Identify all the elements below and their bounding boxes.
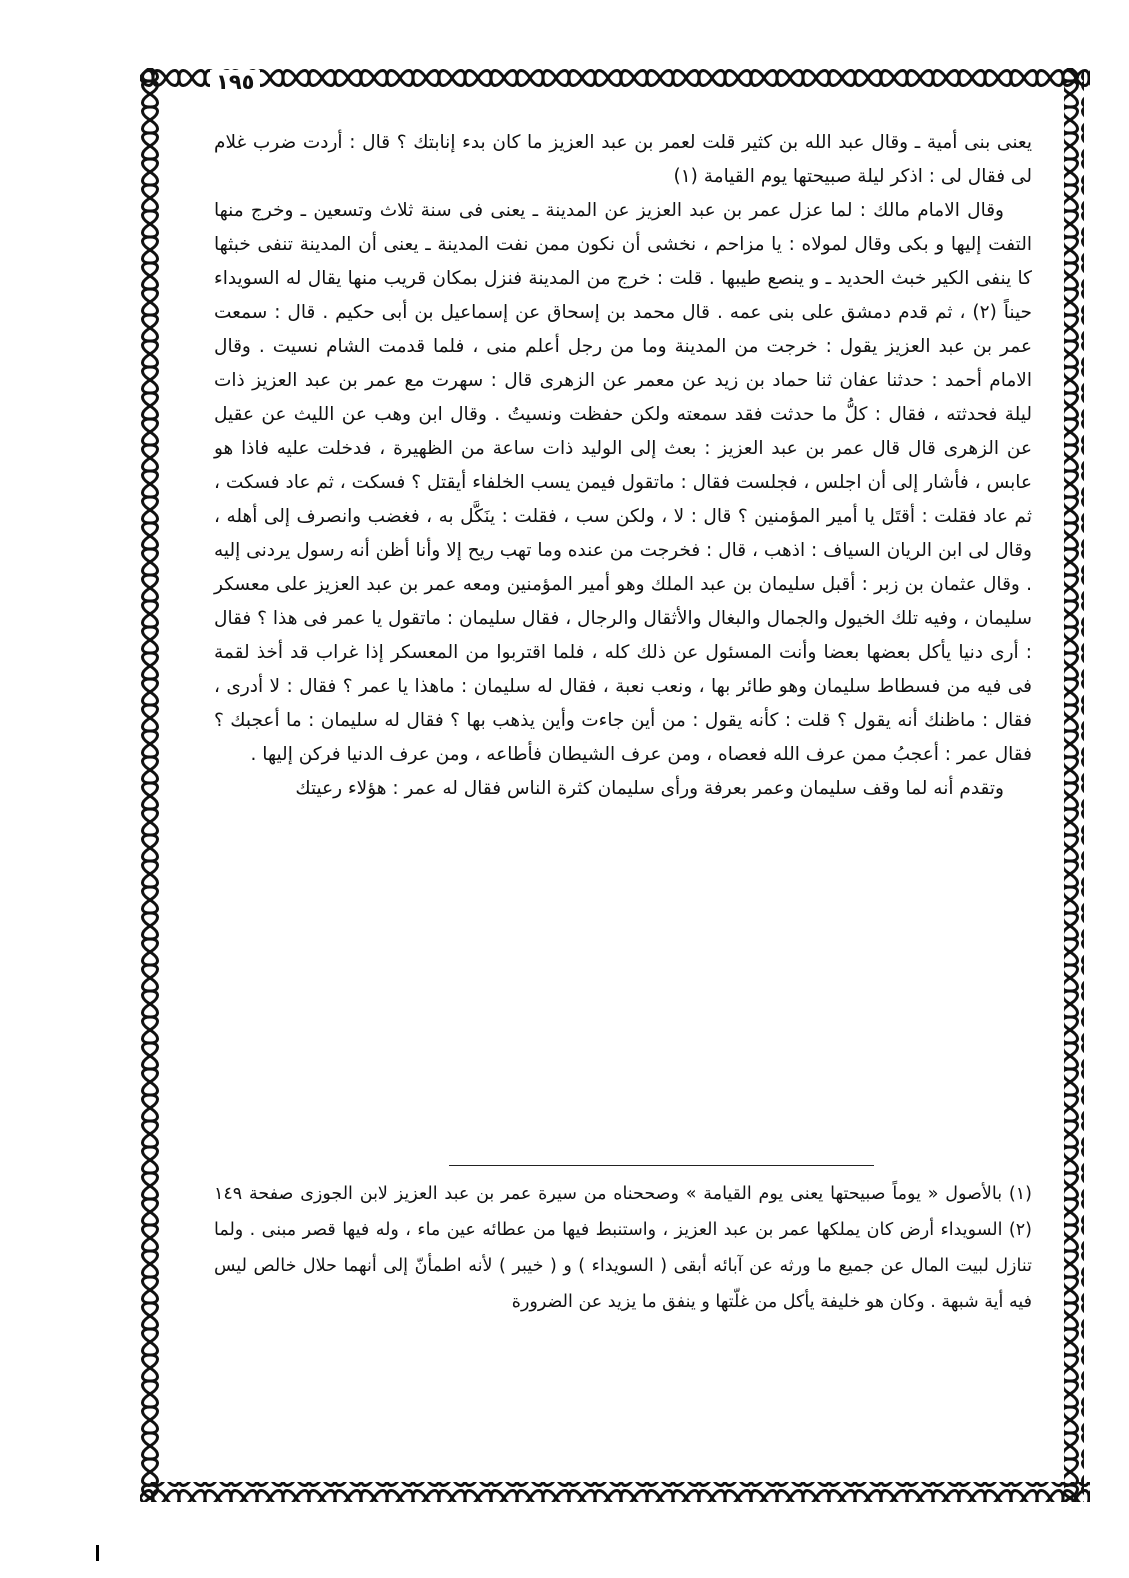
footnote-separator — [449, 1165, 874, 1166]
paragraph: يعنى بنى أمية ـ وقال عبد الله بن كثير قلت لعمر بن عبد العزيز ما كان بدء إنابتك ؟ قال : أردت ضرب غلام لى فقال لى : اذكر ليلة صبيحتها يوم القيامة (١) — [214, 132, 1032, 187]
footnotes — [214, 1176, 1032, 1320]
paragraph: وقال الامام مالك : لما عزل عمر بن عبد العزيز عن المدينة ـ يعنى فى سنة ثلاث وتسعين ـ وخرج منها التفت إليها و بكى وقال لمولاه : يا مزاحم ، نخشى أن نكون ممن نفت المدينة ـ يعنى أن المدينة تنفى خبثها كا ينفى الكير خبث الحديد ـ و ينصع طيبها . قلت : خرج من المدينة فنزل بمكان قريب منها يقال له السويداء حيناً (٢) ، ثم قدم دمشق على بنى عمه . قال محمد بن إسحاق عن إسماعيل بن أبى حكيم . قال : سمعت عمر بن عبد العزيز يقول : خرجت من المدينة وما من رجل أعلم منى ، فلما قدمت الشام نسيت . وقال الامام أحمد : حدثنا عفان ثنا حماد بن زيد عن معمر عن الزهرى قال : سهرت مع عمر بن عبد العزيز ذات ليلة فحدثته ، فقال : كلُّ ما حدثت فقد سمعته ولكن حفظت ونسيتُ . وقال ابن وهب عن الليث عن عقيل عن الزهرى قال قال عمر بن عبد العزيز : بعث إلى الوليد ذات ساعة من الظهيرة ، فدخلت عليه فاذا هو عابس ، فأشار إلى أن اجلس ، فجلست فقال : ماتقول فيمن يسب الخلفاء أيقتل ؟ فسكت ، ثم عاد فسكت ، ثم عاد فقلت : أقتَل يا أمير المؤمنين ؟ قال : لا ، ولكن سب ، فقلت : ينَكَّل به ، فغضب وانصرف إلى أهله ، وقال لى ابن الريان السياف : اذهب ، قال : فخرجت من عنده وما تهب ريح إلا وأنا أظن أنه رسول يردنى إليه . وقال عثمان بن زبر : أقبل سليمان بن عبد الملك وهو أمير المؤمنين ومعه عمر بن عبد العزيز على معسكر سليمان ، وفيه تلك الخيول والجمال والبغال والأثقال والرجال ، فقال سليمان : ماتقول يا عمر فى هذا ؟ فقال : أرى دنيا يأكل بعضها بعضا وأنت المسئول عن ذلك كله ، فلما اقتربوا من المعسكر إذا غراب قد أخذ لقمة فى فيه من فسطاط سليمان وهو طائر بها ، ونعب نعبة ، فقال له سليمان : ماهذا يا عمر ؟ فقال : لا أدرى ، فقال : ماظنك أنه يقول ؟ قلت : كأنه يقول : من أين جاءت وأين يذهب بها ؟ فقال له سليمان : ما أعجبك ؟ فقال عمر : أعجبُ ممن عرف الله فعصاه ، ومن عرف الشيطان فأطاعه ، ومن عرف الدنيا فركن إليها . — [214, 200, 1032, 765]
paragraph: وتقدم أنه لما وقف سليمان وعمر بعرفة ورأى سليمان كثرة الناس فقال له عمر : هؤلاء رعيتك — [295, 778, 1004, 799]
page-number: ١٩٥ — [210, 70, 260, 94]
footnote: (١) بالأصول « يوماً صبيحتها يعنى يوم القيامة » وصححناه من سيرة عمر بن عبد العزيز لابن الجوزى صفحة ١٤٩ (٢) السويداء أرض كان يملكها عمر بن عبد العزيز ، واستنبط فيها من عطائه عين ماء ، وله فيها قصر مبنى . ولما تنازل لبيت المال عن جميع ما ورثه عن آبائه أبقى ( السويداء ) و ( خيبر ) لأنه اطمأنّ إلى أنهما حلال خالص ليس فيه أية شبهة . وكان هو خليفة يأكل من غلّتها و ينفق ما يزيد عن الضرورة — [214, 1184, 1032, 1312]
scan-mark — [96, 1545, 99, 1561]
